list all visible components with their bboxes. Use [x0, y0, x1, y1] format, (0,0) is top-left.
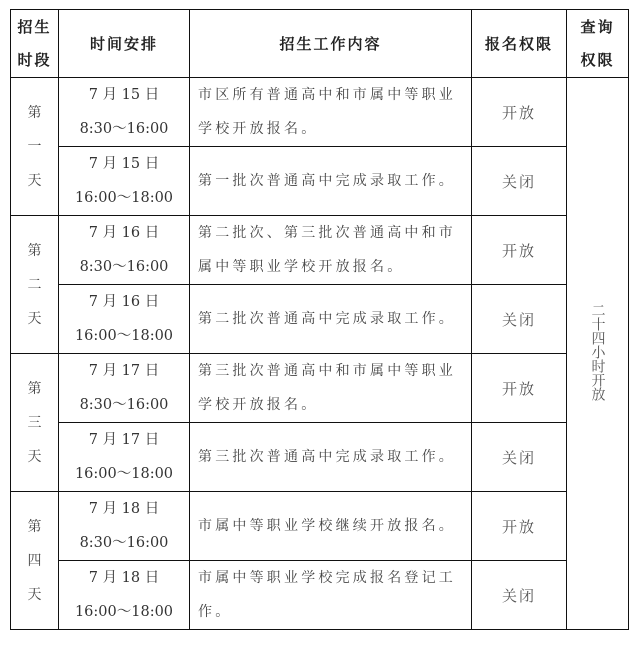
register-permission-cell: 开放 — [472, 216, 567, 285]
register-permission-cell: 开放 — [472, 78, 567, 147]
day-label-char: 天 — [27, 310, 42, 327]
date-text: 7 月 18 日 — [88, 570, 160, 586]
table-row — [11, 147, 629, 216]
time-range-text: 16:00～18:00 — [74, 604, 174, 620]
content-cell: 第二批次、第三批次普通高中和市属中等职业学校开放报名。 — [190, 216, 472, 285]
table-row — [11, 423, 629, 492]
table-row — [11, 216, 629, 285]
time-range-text: 8:30～16:00 — [79, 535, 169, 551]
day-label-char: 一 — [27, 138, 42, 155]
day-label-1 — [11, 78, 59, 216]
day-label-char: 天 — [27, 586, 42, 603]
query-permission-text: 二十四小时开放 — [589, 302, 606, 401]
day-label-char: 第 — [27, 518, 42, 535]
date-text: 7 月 16 日 — [88, 294, 160, 310]
time-range-text: 16:00～18:00 — [74, 466, 174, 482]
day-label-char: 第 — [27, 380, 42, 397]
register-permission-cell: 关闭 — [472, 423, 567, 492]
register-permission-cell: 开放 — [472, 354, 567, 423]
time-cell — [59, 423, 190, 492]
register-permission-cell: 开放 — [472, 492, 567, 561]
table-row — [11, 78, 629, 147]
day-label-char: 二 — [27, 276, 42, 293]
date-text: 7 月 15 日 — [88, 156, 160, 172]
table-row — [11, 354, 629, 423]
content-cell: 市属中等职业学校继续开放报名。 — [190, 492, 472, 561]
date-text: 7 月 15 日 — [88, 87, 160, 103]
date-text: 7 月 17 日 — [88, 363, 160, 379]
content-cell: 第一批次普通高中完成录取工作。 — [190, 147, 472, 216]
table-row — [11, 285, 629, 354]
header-row — [11, 10, 629, 78]
time-cell — [59, 492, 190, 561]
content-cell: 第三批次普通高中完成录取工作。 — [190, 423, 472, 492]
header-content: 招生工作内容 — [190, 10, 472, 78]
header-time: 时间安排 — [59, 10, 190, 78]
day-label-char: 三 — [27, 414, 42, 431]
table-row — [11, 492, 629, 561]
header-query-permission — [567, 10, 629, 78]
time-cell — [59, 285, 190, 354]
day-label-3 — [11, 354, 59, 492]
header-query-line1: 查询 — [580, 17, 615, 36]
day-label-char: 天 — [27, 172, 42, 189]
day-label-char: 第 — [27, 104, 42, 121]
header-period-line2: 时段 — [17, 50, 52, 69]
content-cell: 第三批次普通高中和市属中等职业学校开放报名。 — [190, 354, 472, 423]
time-range-text: 8:30～16:00 — [79, 121, 169, 137]
day-label-char: 天 — [27, 448, 42, 465]
time-range-text: 16:00～18:00 — [74, 328, 174, 344]
time-range-text: 8:30～16:00 — [79, 259, 169, 275]
day-label-char: 四 — [27, 552, 42, 569]
day-label-char: 第 — [27, 242, 42, 259]
header-period-line1: 招生 — [17, 17, 52, 36]
time-cell — [59, 354, 190, 423]
enrollment-schedule-table — [10, 9, 629, 630]
table-row — [11, 561, 629, 630]
time-range-text: 8:30～16:00 — [79, 397, 169, 413]
register-permission-cell: 关闭 — [472, 285, 567, 354]
date-text: 7 月 17 日 — [88, 432, 160, 448]
date-text: 7 月 16 日 — [88, 225, 160, 241]
day-label-2 — [11, 216, 59, 354]
header-period — [11, 10, 59, 78]
header-query-line2: 权限 — [580, 50, 615, 69]
content-cell: 市属中等职业学校完成报名登记工作。 — [190, 561, 472, 630]
query-permission-cell — [567, 78, 629, 630]
content-cell: 第二批次普通高中完成录取工作。 — [190, 285, 472, 354]
time-cell — [59, 216, 190, 285]
register-permission-cell: 关闭 — [472, 147, 567, 216]
content-cell: 市区所有普通高中和市属中等职业学校开放报名。 — [190, 78, 472, 147]
time-range-text: 16:00～18:00 — [74, 190, 174, 206]
date-text: 7 月 18 日 — [88, 501, 160, 517]
time-cell — [59, 561, 190, 630]
header-register-permission: 报名权限 — [472, 10, 567, 78]
day-label-4 — [11, 492, 59, 630]
register-permission-cell: 关闭 — [472, 561, 567, 630]
time-cell — [59, 78, 190, 147]
time-cell — [59, 147, 190, 216]
